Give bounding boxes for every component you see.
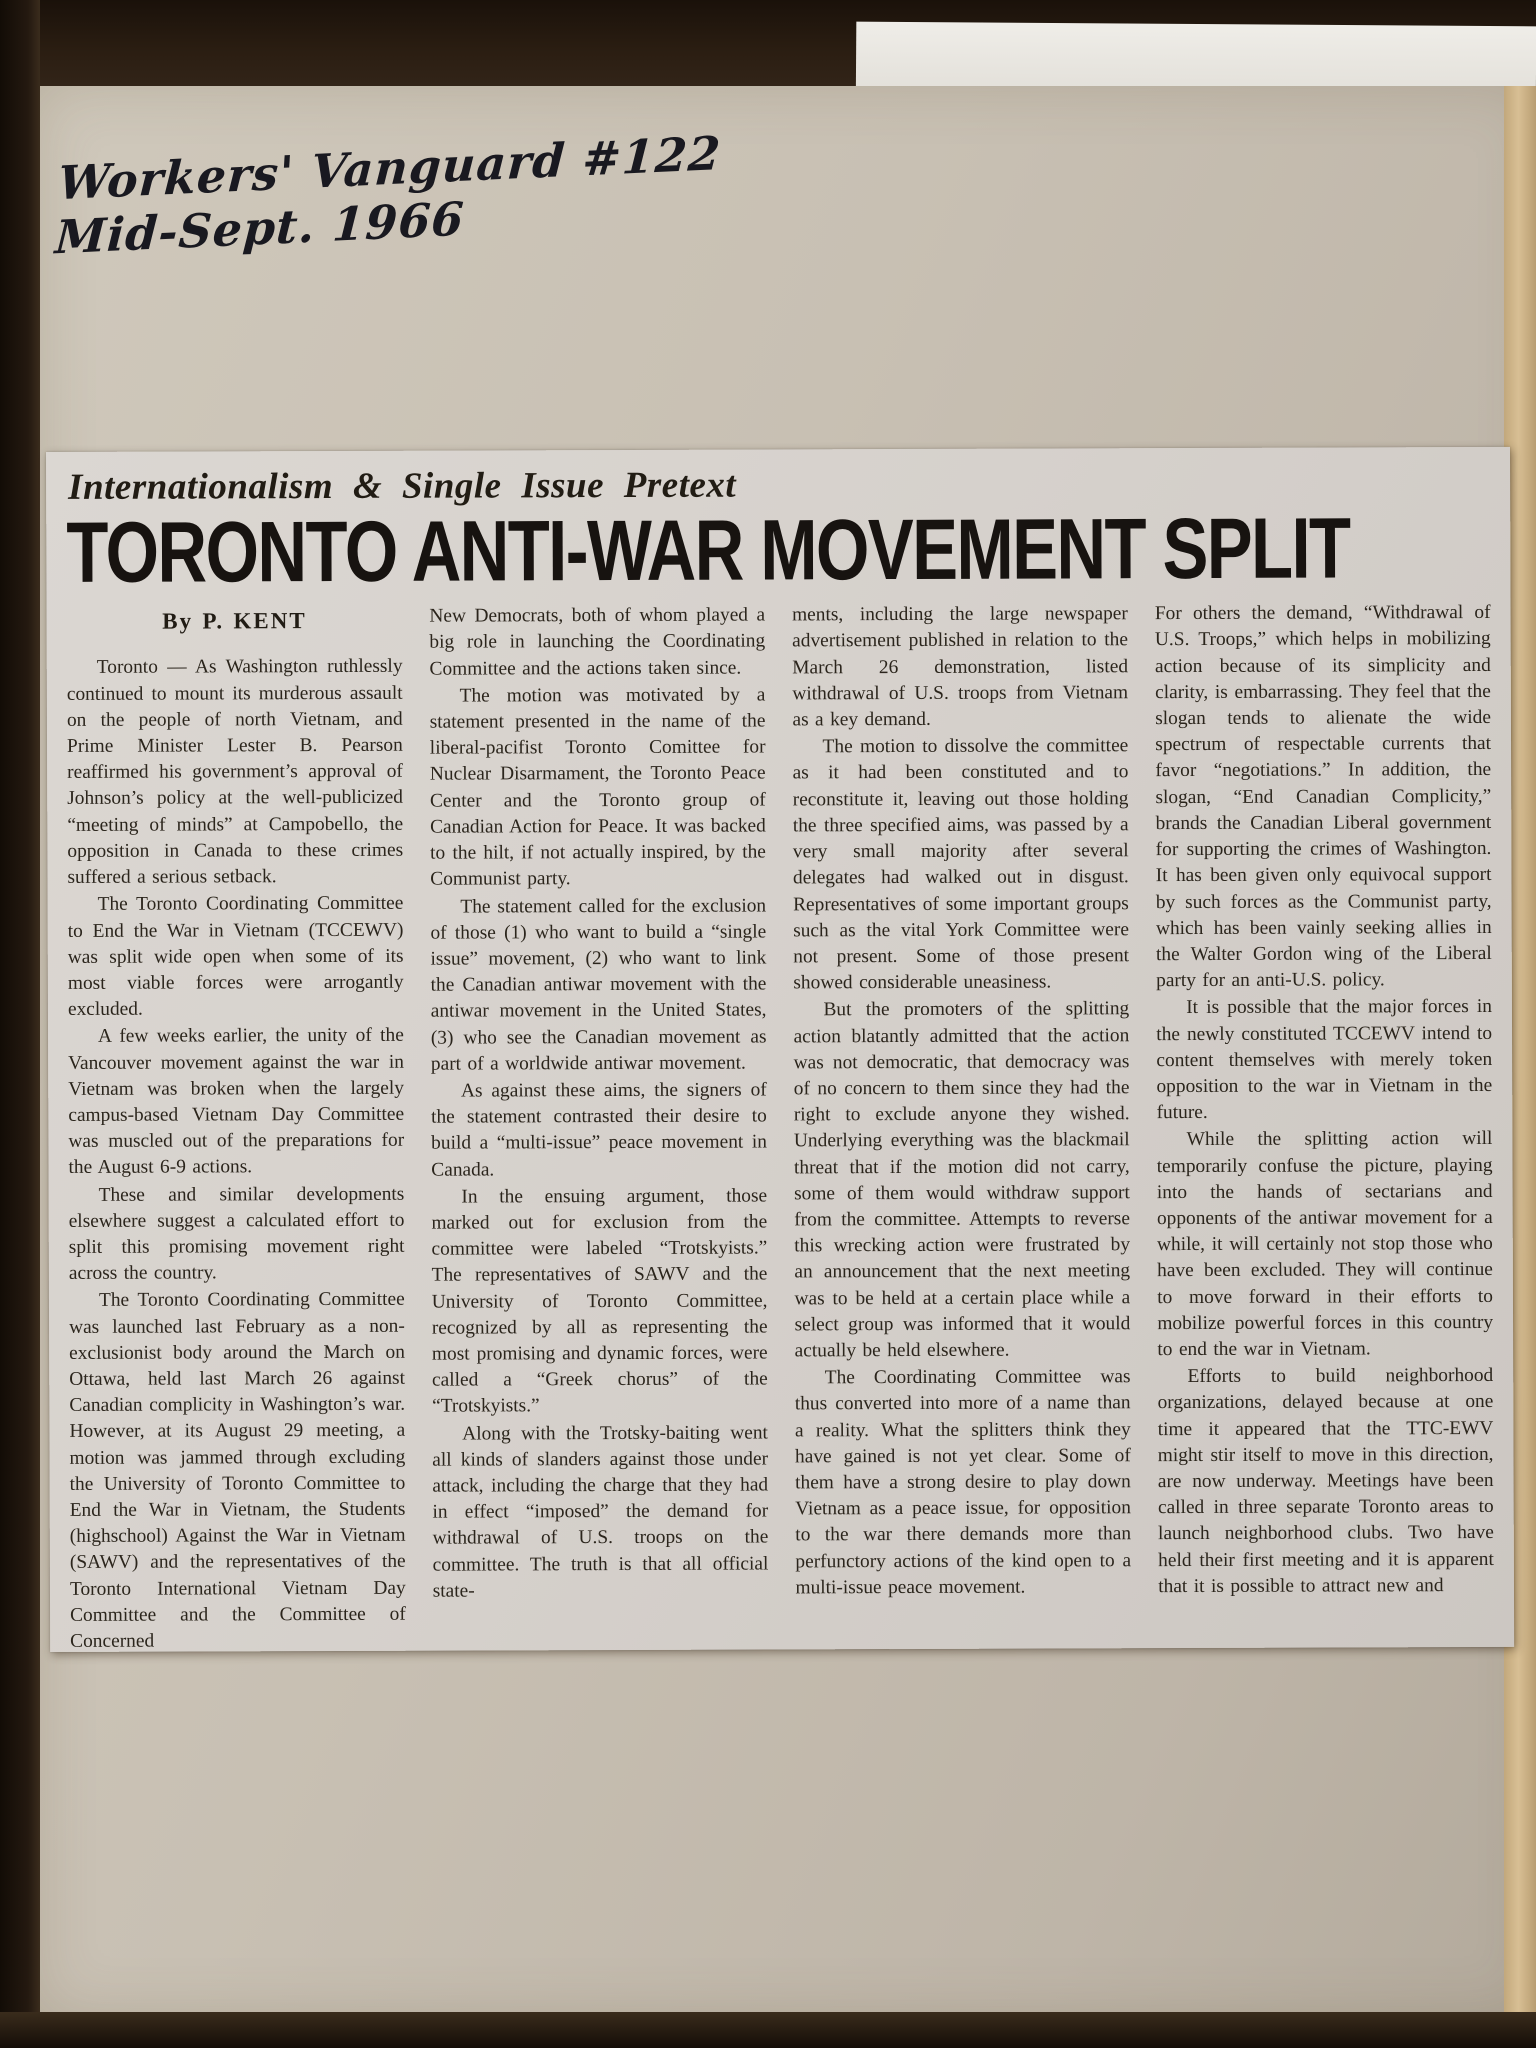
article-paragraph: New Democrats, both of whom played a big role in launching the Coordinating Committee and the actions taken since.	[429, 604, 766, 680]
scan-frame-left	[0, 0, 40, 2048]
article-columns	[67, 600, 1495, 1653]
handwritten-note: Workers' Vanguard #122 Mid-Sept. 1966	[53, 125, 723, 265]
article-column-2	[429, 603, 768, 1652]
article-paragraph: The statement called for the exclusion of those (1) who want to build a “single issue” movement, (2) who want to link the Canadian antiwar movement with the antiwar movement in the United States, (3) who see the Canadian movement as part of a worldwide antiwar movement.	[430, 894, 767, 1075]
article-paragraph: While the splitting action will temporarily confuse the picture, playing into the hands of sectarians and opponents of the antiwar movement for a while, it will certainly not stop those who have been excluded. They will continue to move forward in their efforts to mobilize powerful forces in this country to end the war in Vietnam.	[1156, 1128, 1494, 1361]
article-headline	[66, 500, 1490, 601]
article-paragraph: The Toronto Coordinating Committee was launched last February as a non-exclusionist body around the March on Ottawa, held last March 26 against Canadian complicity in Washington’s war. However, at its August 29 meeting, a motion was jammed through excluding the University of Toronto Committee to End the War in Vietnam, the Students (highschool) Against the War in Vietnam (SAWV) and the representatives of the Toronto International Vietnam Day Committee and the Committee of Concerned	[69, 1289, 406, 1652]
newspaper-clipping	[46, 447, 1514, 1652]
scan-frame-bottom	[0, 2012, 1536, 2048]
article-paragraph: As against these aims, the signers of the statement contrasted their desire to build a “multi-issue” peace movement in Canada.	[431, 1079, 767, 1181]
article-paragraph: The Coordinating Committee was thus converted into more of a name than a reality. What the splitters think they have gained is not yet clear. Some of them have a strong desire to play down Vietnam as a peace issue, for opposition to the war there demands more than perfunctory actions of the kind open to a multi-issue peace movement.	[794, 1366, 1132, 1599]
article-paragraph: Efforts to build neighborhood organizations, delayed because at one time it appeared that the TTC-EWV might stir itself to move in this direction, are now underway. Meetings have been called in three separate Toronto areas to launch neighborhood clubs. Two have held their first meeting and it is apparent that it is possible to attract new and	[1157, 1365, 1494, 1597]
article-paragraph: It is possible that the major forces in the newly constituted TCCEWV intend to content themselves with merely token opposition to the war in Vietnam in the future.	[1156, 996, 1493, 1124]
article-paragraph: Along with the Trotsky-baiting went all kinds of slanders against those under attack, including the charge that they had in effect “imposed” the demand for withdrawal of U.S. troops on the committee. The truth is that all official state-	[432, 1422, 769, 1602]
article-paragraph: These and similar developments elsewhere suggest a calculated effort to split this promising movement right across the country.	[68, 1183, 405, 1285]
article-column-3	[792, 601, 1131, 1650]
article-byline: By P. KENT	[162, 608, 307, 634]
article-paragraph: In the ensuing argument, those marked out for exclusion from the committee were labeled “Trotskyists.” The representatives of SAWV and the University of Toronto Committee, recognized by all as representing the most promising and dynamic forces, were called a “Greek chorus” of the “Trotskyists.”	[431, 1185, 768, 1418]
article-column-4	[1155, 600, 1494, 1649]
clipping-content	[46, 447, 1514, 1653]
article-paragraph: But the promoters of the splitting action blatantly admitted that the action was not democratic, that democracy was of no concern to them since they had the right to exclude anyone they wished. Underlying everything was the blackmail threat that if the motion did not carry, some of them would withdraw support from the committee. Attempts to reverse this wrecking action were frustrated by an announcement that the next meeting was to be held at a certain place while a select group was informed that it would actually be held elsewhere.	[793, 998, 1131, 1362]
article-paragraph: For others the demand, “Withdrawal of U.S. Troops,” which helps in mobilizing action because of its simplicity and clarity, is embarrassing. They feel that the slogan tends to alienate the wide spectrum of respectable currents that favor “negotiations.” In addition, the slogan, “End Canadian Complicity,” brands the Canadian Liberal government for supporting the crimes of Washington. It has been given only equivocal support by such forces as the Communist party, which has been vainly seeking allies in the Walter Gordon wing of the Liberal party for an anti-U.S. policy.	[1154, 602, 1492, 992]
article-paragraph: The Toronto Coordinating Committee to End the War in Vietnam (TCCEWV) was split wide open when some of its most viable forces were arrogantly excluded.	[67, 893, 404, 1021]
article-paragraph: A few weeks earlier, the unity of the Vancouver movement against the war in Vietnam was broken when the largely campus-based Vietnam Day Committee was muscled out of the preparations for the August 6-9 actions.	[68, 1025, 405, 1179]
article-kicker: Internationalism & Single Issue Pretext	[68, 464, 737, 508]
article-column-1	[67, 604, 406, 1653]
article-paragraph: The motion was motivated by a statement presented in the name of the liberal-pacifist Toronto Comittee for Nuclear Disarmament, the Toronto Peace Center and the Toronto group of Canadian Action for Peace. It was backed to the hilt, if not actually inspired, by the Communist party.	[429, 684, 766, 890]
article-paragraph: Toronto — As Washington ruthlessly continued to mount its murderous assault on the people of north Vietnam, and Prime Minister Lester B. Pearson reaffirmed his government’s approval of Johnson’s policy at the well-publicized “meeting of minds” at Campobello, the opposition in Canada to these crimes suffered a serious setback.	[66, 656, 404, 889]
article-paragraph: The motion to dissolve the committee as it had been constituted and to reconstitute it, leaving out those holding the three specified aims, was passed by a very small majority after several delegates had walked out in disgust. Representatives of some important groups such as the vital York Committee were not present. Some of those present showed considerable uneasiness.	[792, 735, 1130, 994]
article-paragraph: ments, including the large newspaper advertisement published in relation to the March 26 demonstration, listed withdrawal of U.S. troops from Vietnam as a key demand.	[792, 603, 1129, 731]
article-headline-text: TORONTO ANTI-WAR MOVEMENT SPLIT	[66, 500, 1350, 601]
